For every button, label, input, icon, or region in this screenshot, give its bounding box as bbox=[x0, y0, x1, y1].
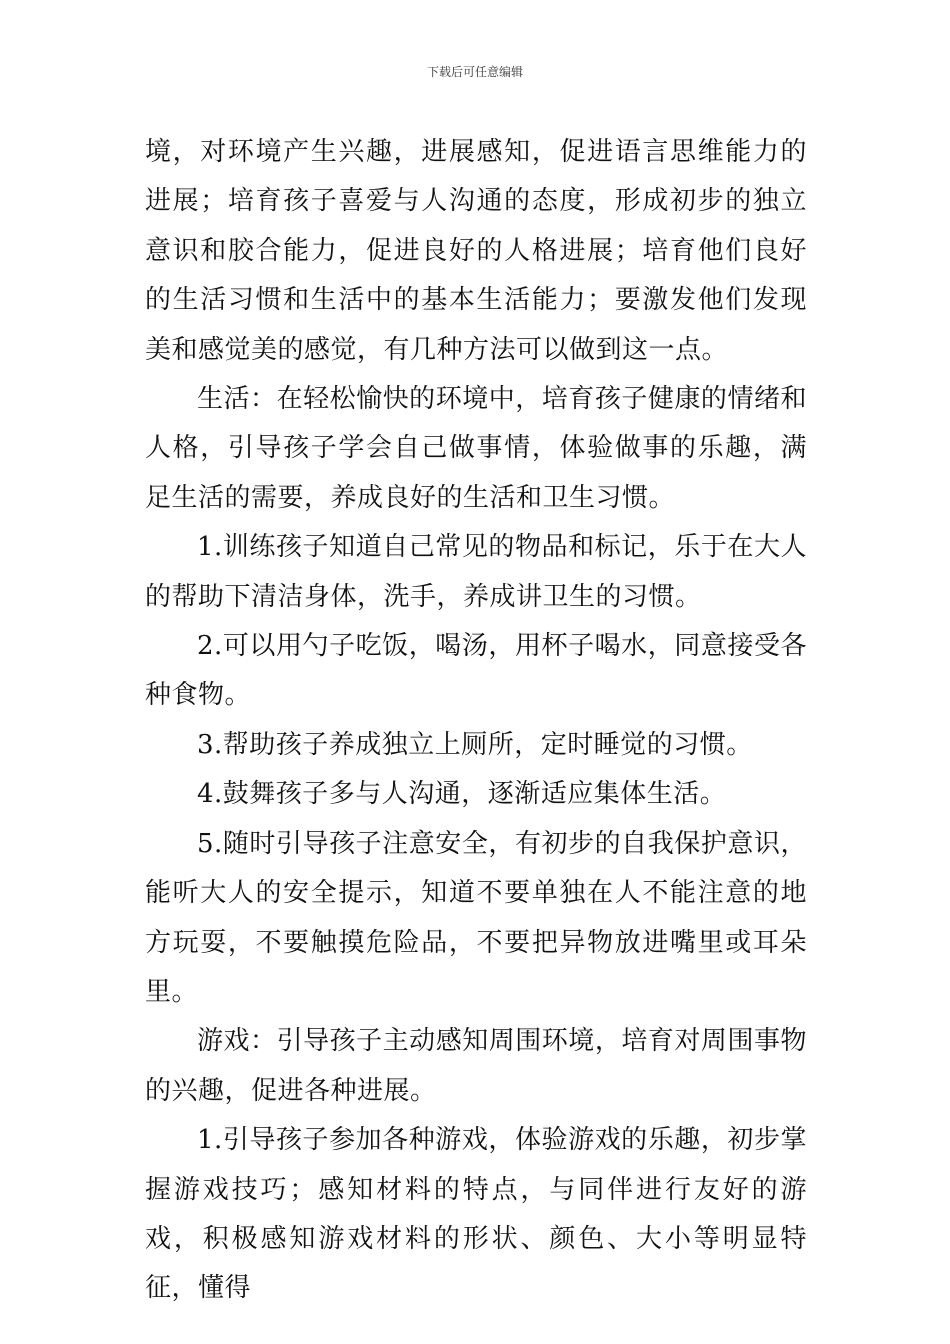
paragraph-life-item-1: 1.训练孩子知道自己常见的物品和标记，乐于在大人的帮助下清洁身体，洗手，养成讲卫生的习惯。 bbox=[145, 532, 807, 612]
paragraph-continuation: 境，对环境产生兴趣，进展感知，促进语言思维能力的进展；培育孩子喜爱与人沟通的态度，形成初步的独立意识和胶合能力，促进良好的人格进展；培育他们良好的生活习惯和生活中的基本生活能力；要激发他们发现美和感觉美的感觉，有几种方法可以做到这一点。 bbox=[145, 137, 807, 365]
paragraph-life-intro: 生活：在轻松愉快的环境中，培育孩子健康的情绪和人格，引导孩子学会自己做事情，体验做事的乐趣，满足生活的需要，养成良好的生活和卫生习惯。 bbox=[145, 384, 807, 513]
document-body bbox=[145, 128, 807, 1314]
paragraph-life-item-4: 4.鼓舞孩子多与人沟通，逐渐适应集体生活。 bbox=[197, 779, 727, 810]
paragraph-game-intro: 游戏：引导孩子主动感知周围环境，培育对周围事物的兴趣，促进各种进展。 bbox=[145, 1026, 807, 1106]
paragraph-life-item-3: 3.帮助孩子养成独立上厕所，定时睡觉的习惯。 bbox=[197, 729, 753, 760]
paragraph-life-item-2: 2.可以用勺子吃饭，喝汤，用杯子喝水，同意接受各种食物。 bbox=[145, 631, 807, 711]
page-header-note: 下载后可任意编辑 bbox=[426, 65, 523, 79]
paragraph-life-item-5: 5.随时引导孩子注意安全，有初步的自我保护意识，能听大人的安全提示，知道不要单独在人不能注意的地方玩耍，不要触摸危险品，不要把异物放进嘴里或耳朵里。 bbox=[145, 828, 807, 1007]
paragraph-game-item-1: 1.引导孩子参加各种游戏，体验游戏的乐趣，初步掌握游戏技巧；感知材料的特点，与同伴进行友好的游戏，积极感知游戏材料的形状、颜色、大小等明显特征，懂得 bbox=[145, 1125, 807, 1304]
